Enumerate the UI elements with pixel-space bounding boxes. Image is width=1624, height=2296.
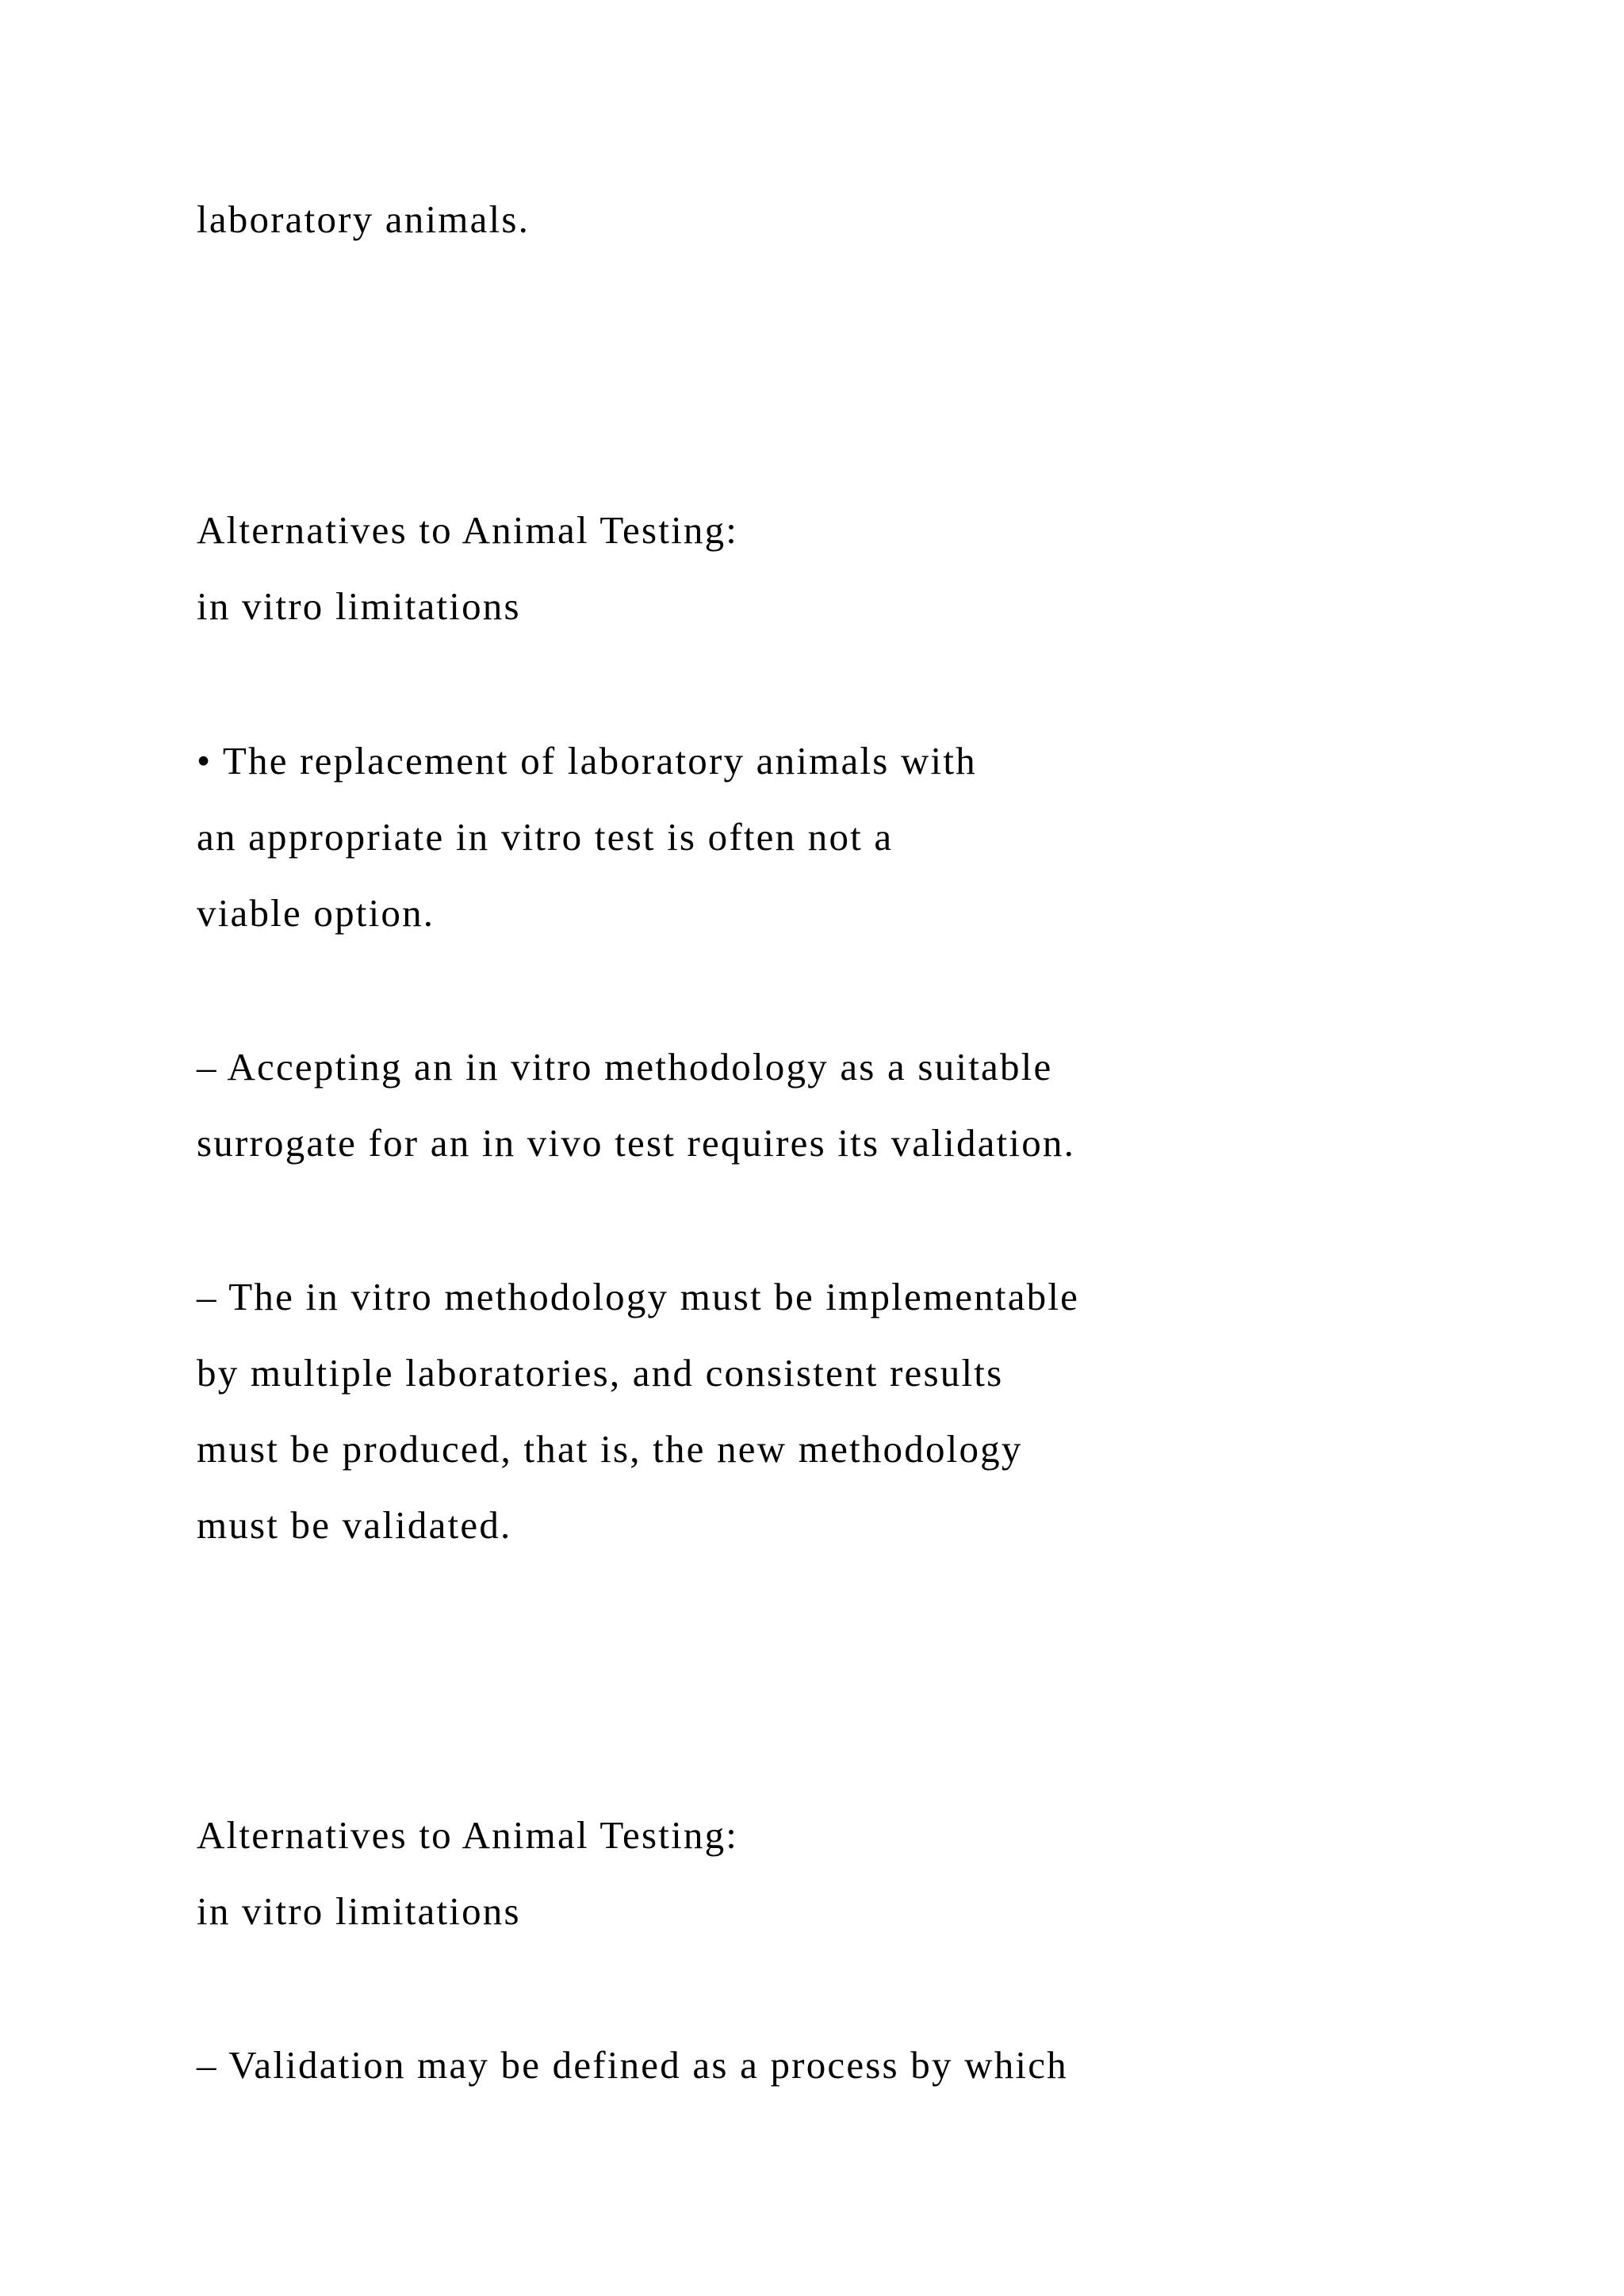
section-heading: Alternatives to Animal Testing: xyxy=(197,1813,739,1857)
sub-point-line: by multiple laboratories, and consistent results xyxy=(197,1351,1004,1395)
sub-point-line: – Accepting an in vitro methodology as a suitable xyxy=(197,1045,1053,1089)
body-text-line: laboratory animals. xyxy=(197,197,530,241)
sub-point-line: – The in vitro methodology must be implementable xyxy=(197,1275,1080,1318)
section-heading: Alternatives to Animal Testing: xyxy=(197,508,739,552)
bullet-point-line: • The replacement of laboratory animals with xyxy=(197,739,977,783)
sub-point-line: – Validation may be defined as a process by which xyxy=(197,2043,1068,2087)
sub-point-line: surrogate for an in vivo test requires its validation. xyxy=(197,1121,1076,1165)
bullet-point-line: an appropriate in vitro test is often not a xyxy=(197,815,894,859)
sub-point-line: must be validated. xyxy=(197,1503,512,1547)
section-subheading: in vitro limitations xyxy=(197,584,521,628)
section-subheading: in vitro limitations xyxy=(197,1889,521,1933)
sub-point-line: must be produced, that is, the new methodology xyxy=(197,1427,1023,1471)
bullet-point-line: viable option. xyxy=(197,891,435,935)
